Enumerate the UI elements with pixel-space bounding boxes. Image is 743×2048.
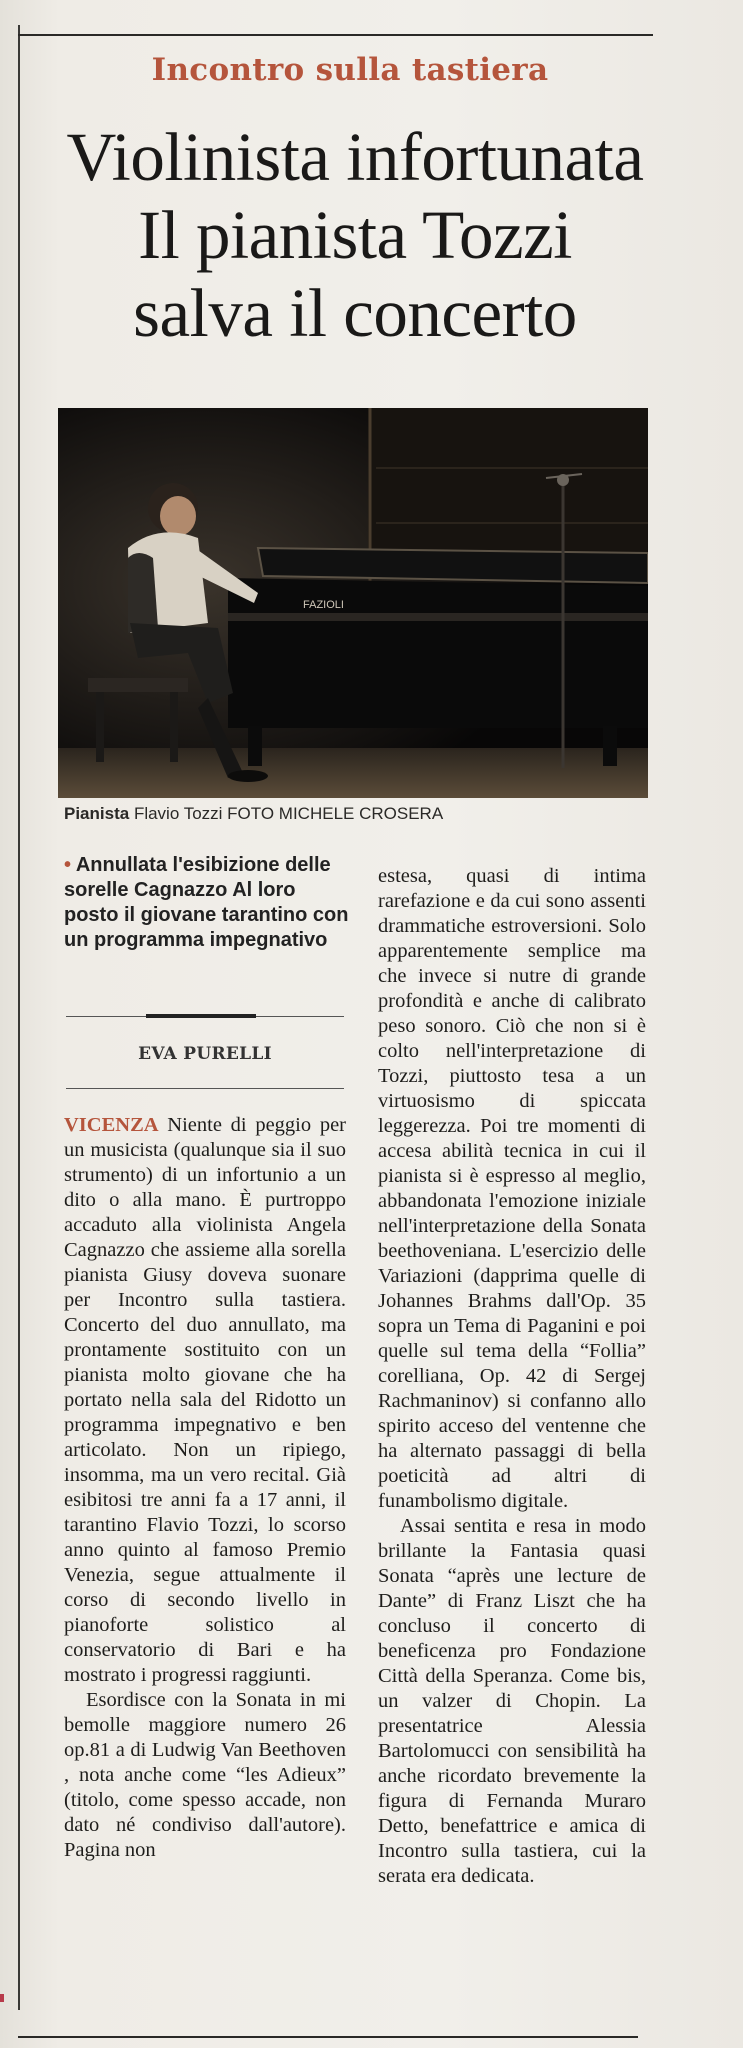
caption-name: Flavio Tozzi <box>133 804 223 823</box>
photo-caption <box>64 804 654 824</box>
headline-line: Il pianista Tozzi <box>138 197 572 273</box>
pianist-at-piano-image <box>58 408 648 798</box>
article-column-right <box>378 864 646 1889</box>
piano-brand-label: FAZIOLI <box>303 599 344 611</box>
article-summary <box>64 853 354 953</box>
summary-text: Annullata l'esibizione delle sorelle Cagnazzo Al loro posto il giovane tarantino con un programma impegnativo <box>64 854 349 951</box>
concert-photo <box>58 408 648 798</box>
article-paragraph: estesa, quasi di intima rarefazione e da cui sono assenti drammatiche estroversioni. Solo apparentemente semplice ma che invece si nutre di grande profondità e anche di calibrato peso sonoro. Ciò che non si è colto nell'interpretazione di Tozzi, piuttosto tesa a un virtuosismo di spiccata leggerezza. Poi tre momenti di accesa abilità tecnica in cui il pianista si è espresso al meglio, abbandonata l'emozione iniziale nell'interpretazione della Sonata beethoveniana. L'esercizio delle Variazioni (dapprima quelle di Johannes Brahms dall'Op. 35 sopra un Tema di Paganini e poi quelle sul tema della “Follia” corelliana, Op. 42 di Sergej Rachmaninov) si confanno allo spirito acceso del ventenne che ha alternato passaggi di bella poeticità ad altri di funambolismo digitale. <box>378 865 646 1512</box>
article-paragraph: Assai sentita e resa in modo brillante la Fantasia quasi Sonata “après une lecture de Dante” di Franz Liszt che ha concluso il concerto di beneficenza pro Fondazione Città della Speranza. Come bis, un valzer di Chopin. La presentatrice Alessia Bartolomucci con sensibilità ha anche ricordato brevemente la figura di Fernanda Muraro Detto, benefattrice e amica di Incontro sulla tastiera, cui la serata era dedicata. <box>378 1515 646 1887</box>
photo-credit: FOTO MICHELE CROSERA <box>227 804 444 823</box>
article-column-left <box>64 1113 346 1863</box>
column-rule <box>18 25 20 2010</box>
bottom-rule <box>18 2036 638 2038</box>
article-paragraph: Esordisce con la Sonata in mi bemolle maggiore numero 26 op.81 a di Ludwig Van Beethoven , nota anche come “les Adieux” (titolo, come spesso accade, non dato né condiviso dall'autore). Pagina non <box>64 1689 346 1861</box>
pen-mark <box>0 1994 4 2002</box>
dateline-city: VICENZA <box>64 1114 159 1136</box>
paragraph-text: Niente di peggio per un musicista (qualunque sia il suo strumento) di un infortunio a un dito o alla mano. È purtroppo accaduto alla violinista Angela Cagnazzo che assieme alla sorella pianista Giusy doveva suonare per Incontro sulla tastiera. Concerto del duo annullato, ma prontamente sostituito con un pianista molto giovane che ha portato nella sala del Ridotto un programma impegnativo e ben articolato. Non un ripiego, insomma, ma un vero recital. Già esibitosi tre anni fa a 17 anni, il tarantino Flavio Tozzi, lo scorso anno quinto al famoso Premio Venezia, segue attualmente il corso di secondo livello in pianoforte solistico al conservatorio di Bari e ha mostrato i progressi raggiunti. <box>64 1114 347 1686</box>
headline-line: Violinista infortunata <box>66 119 644 195</box>
byline-divider <box>66 1088 344 1089</box>
caption-lead: Pianista <box>64 804 130 823</box>
summary-bullet: • <box>64 854 72 876</box>
byline: EVA PURELLI <box>138 1044 272 1064</box>
headline-line: salva il concerto <box>133 275 577 351</box>
headline <box>40 118 670 352</box>
section-kicker: Incontro sulla tastiera <box>151 52 549 88</box>
top-rule <box>18 34 653 36</box>
summary-divider <box>66 1016 344 1017</box>
article-paragraph <box>64 1113 346 1688</box>
